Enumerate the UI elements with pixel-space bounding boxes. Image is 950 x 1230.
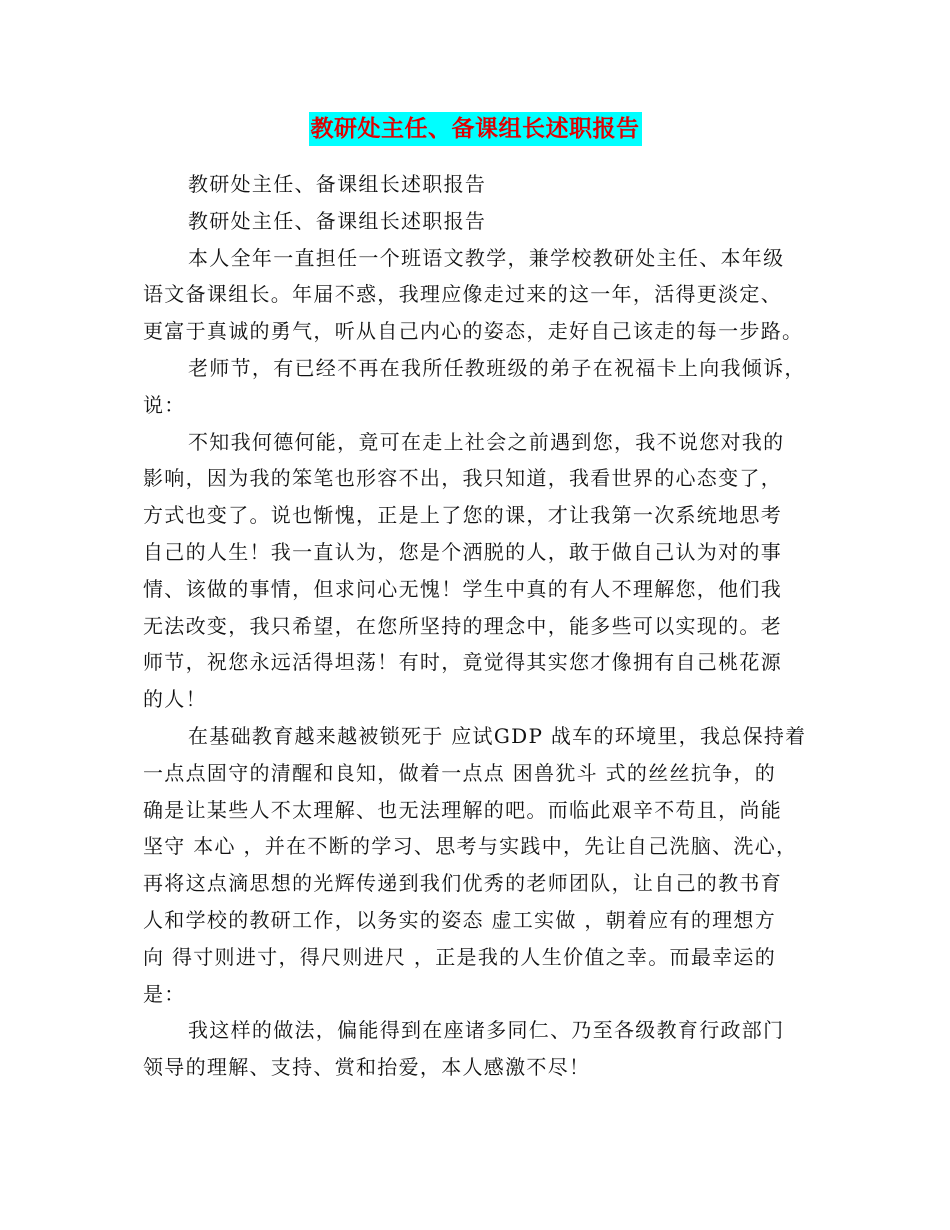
subtitle-line: 教研处主任、备课组长述职报告 — [188, 208, 487, 233]
subtitle-line: 教研处主任、备课组长述职报告 — [188, 172, 487, 196]
paragraph-line: 自己的人生！我一直认为，您是个洒脱的人，敢于做自己认为对的事 — [143, 539, 782, 564]
paragraph-line: 师节，祝您永远活得坦荡！有时，竟觉得其实您才像拥有自己桃花源 — [143, 650, 782, 675]
paragraph-line: 影响，因为我的笨笔也形容不出，我只知道，我看世界的心态变了， — [143, 466, 782, 491]
paragraph-line: 不知我何德何能，竟可在走上社会之前遇到您，我不说您对我的 — [188, 429, 785, 454]
document-body — [143, 166, 808, 1086]
title-container — [0, 112, 950, 146]
paragraph-line: 情、该做的事情，但求问心无愧！学生中真的有人不理解您，他们我 — [143, 576, 782, 601]
paragraph-line: 领导的理解、支持、赏和抬爱，本人感激不尽！ — [143, 1055, 591, 1080]
paragraph-line: 无法改变，我只希望，在您所坚持的理念中，能多些可以实现的。老 — [143, 613, 782, 638]
paragraph-line: 坚守 本心 ，并在不断的学习、思考与实践中，先让自己洗脑、洗心， — [143, 834, 798, 859]
paragraph-line: 在基础教育越来越被锁死于 应试GDP 战车的环境里，我总保持着 — [188, 723, 807, 748]
paragraph-line: 老师节，有已经不再在我所任教班级的弟子在祝福卡上向我倾诉， — [188, 355, 806, 380]
paragraph-line: 的人！ — [143, 687, 207, 712]
paragraph-line: 向 得寸则进寸，得尺则进尺 ，正是我的人生价值之幸。而最幸运的 — [143, 944, 777, 969]
paragraph-line: 再将这点滴思想的光辉传递到我们优秀的老师团队，让自己的教书育 — [143, 871, 782, 896]
document-title: 教研处主任、备课组长述职报告 — [309, 112, 642, 146]
paragraph-line: 方式也变了。说也惭愧，正是上了您的课，才让我第一次系统地思考 — [143, 503, 782, 528]
paragraph-line: 一点点固守的清醒和良知，做着一点点 困兽犹斗 式的丝丝抗争，的 — [143, 760, 777, 785]
paragraph-line: 本人全年一直担任一个班语文教学，兼学校教研处主任、本年级 — [188, 245, 785, 270]
paragraph-line: 说： — [143, 392, 186, 417]
paragraph-line: 更富于真诚的勇气，听从自己内心的姿态，走好自己该走的每一步路。 — [143, 319, 804, 344]
paragraph-line: 语文备课组长。年届不惑，我理应像走过来的这一年，活得更淡定、 — [143, 282, 782, 307]
paragraph-line: 是： — [143, 981, 186, 1006]
paragraph-line: 确是让某些人不太理解、也无法理解的吧。而临此艰辛不苟且，尚能 — [143, 797, 782, 822]
paragraph-line: 我这样的做法，偏能得到在座诸多同仁、乃至各级教育行政部门 — [188, 1018, 785, 1043]
paragraph-line: 人和学校的教研工作，以务实的姿态 虚工实做 ，朝着应有的理想方 — [143, 907, 777, 932]
